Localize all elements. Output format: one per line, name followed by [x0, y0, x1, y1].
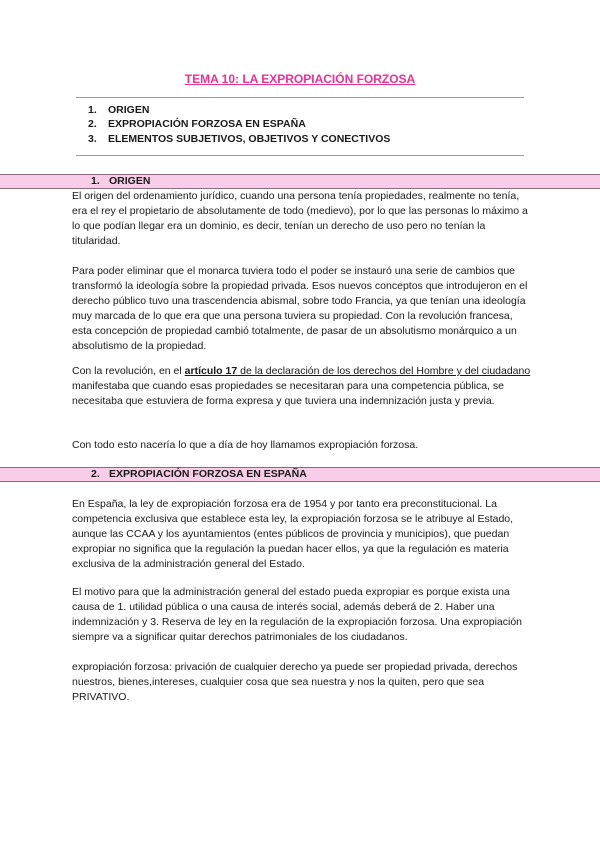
toc-number: 2. [88, 118, 97, 130]
text-run: manifestaba que cuando esas propiedades se necesitaran para una competencia pública, se necesitaba que estuviera de forma expresa y que tuviera una indemnización justa y previa. [72, 380, 504, 407]
section-heading-text [91, 468, 307, 481]
toc-item-3 [88, 133, 390, 145]
paragraph: Con todo esto nacería lo que a día de hoy llamamos expropiación forzosa. [72, 439, 419, 451]
section-heading-origen [0, 174, 600, 189]
article-reference: artículo 17 [184, 365, 238, 377]
section-heading-expropiacion [0, 467, 600, 482]
toc-label: ELEMENTOS SUBJETIVOS, OBJETIVOS Y CONECTIVOS [108, 133, 391, 145]
section-title: EXPROPIACIÓN FORZOSA EN ESPAÑA [109, 468, 307, 480]
section-number: 1. [91, 175, 100, 187]
declaration-reference: de la declaración de los derechos del Hombre y del ciudadano [237, 365, 531, 377]
paragraph: En España, la ley de expropiación forzosa era de 1954 y por tanto era preconstitucional. La competencia exclusiva que establece esta ley, la expropiación forzosa se le atribuye al Estado, aunque las CCAA y los ayuntamientos (entes públicos de provincia y municipios), que puedan expropiar no significa que la regulación la puedan hacer ellos, ya que la regulación es materia exclusiva de la administración general del Estado. [72, 498, 514, 570]
toc-item-1 [88, 104, 149, 116]
section-heading-text [91, 175, 150, 188]
paragraph: Para poder eliminar que el monarca tuviera todo el poder se instauró una serie de cambios que transformó la ideología sobre la propiedad privada. Esos nuevos conceptos que introdujeron en el derecho público tuvo una trascendencia abismal, sobre todo Francia, ya que tenían una ideología muy marcada de lo que era que una persona tuviera su propiedad. Con la revolución francesa, esta concepción de propiedad cambió totalmente, de pasar de un absolutismo monárquico a un absolutismo de la propiedad. [72, 265, 528, 352]
toc-number: 3. [88, 133, 97, 145]
toc-item-2 [88, 118, 306, 130]
paragraph [72, 364, 532, 409]
paragraph: El motivo para que la administración general del estado pueda expropiar es porque exista una causa de 1. utilidad pública o una causa de interés social, además deberá de 2. Haber una indemnización y 3. Reserva de ley en la regulación de la expropiación forzosa. Una expropiación siempre va a significar quitar derechos patrimoniales de los ciudadanos. [72, 586, 523, 643]
paragraph: El origen del ordenamiento jurídico, cuando una persona tenía propiedades, realmente no tenía, era el rey el propietario de absolutamente de todo (medievo), por lo que las personas lo máximo a lo que podían llegar era un dominio, es decir, tenían un derecho de uso pero no tenían la titularidad. [72, 190, 528, 247]
document-title: TEMA 10: LA EXPROPIACIÓN FORZOSA [184, 72, 416, 86]
section-title: ORIGEN [109, 175, 151, 187]
text-run: Con la revolución, en el [72, 365, 185, 377]
toc-number: 1. [88, 104, 97, 116]
divider-toc [76, 155, 524, 156]
toc-label: ORIGEN [108, 104, 150, 116]
toc-label: EXPROPIACIÓN FORZOSA EN ESPAÑA [108, 118, 306, 130]
section-number: 2. [91, 468, 100, 480]
divider-top [76, 97, 524, 98]
paragraph: expropiación forzosa: privación de cualquier derecho ya puede ser propiedad privada, derechos nuestros, bienes,intereses, cualquier cosa que sea nuestra y nos la quiten, pero que sea PRIVATIVO. [72, 661, 518, 703]
